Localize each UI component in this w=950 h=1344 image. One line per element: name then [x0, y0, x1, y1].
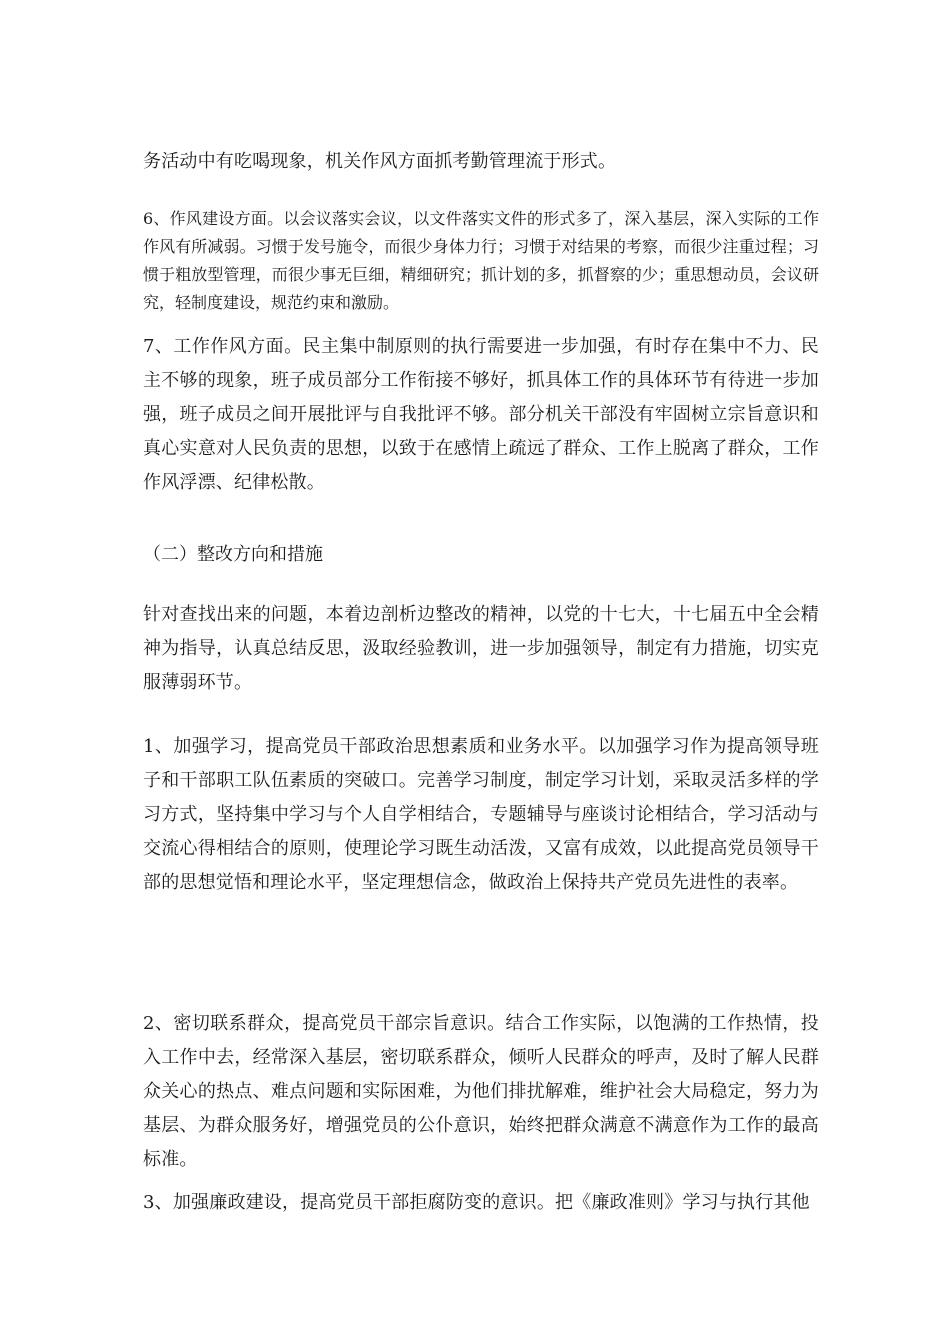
paragraph-4: 针对查找出来的问题，本着边剖析边整改的精神，以党的十七大，十七届五中全会精神为指导，认真总结反思，汲取经验教训，进一步加强领导，制定有力措施，切实克服薄弱环节。 — [143, 604, 819, 693]
paragraph-1: 务活动中有吃喝现象，机关作风方面抓考勤管理流于形式。 — [143, 151, 617, 172]
paragraph-7: 3、加强廉政建设，提高党员干部拒腐防变的意识。把《廉政准则》学习与执行其他 — [143, 1192, 810, 1213]
paragraph-5: 1、加强学习，提高党员干部政治思想素质和业务水平。以加强学习作为提高领导班子和干部职工队伍素质的突破口。完善学习制度，制定学习计划，采取灵活多样的学习方式，坚持集中学习与个人自学相结合，专题辅导与座谈讨论相结合，学习活动与交流心得相结合的原则，使理论学习既生动活泼，又富有成效，以此提高党员领导干部的思想觉悟和理论水平，坚定理想信念，做政治上保持共产党员先进性的表率。 — [143, 736, 819, 893]
paragraph-2: 6、作风建设方面。以会议落实会议，以文件落实文件的形式多了，深入基层，深入实际的工作作风有所减弱。习惯于发号施令，而很少身体力行；习惯于对结果的考察，而很少注重过程；习惯于粗放型管理，而很少事无巨细，精细研究；抓计划的多，抓督察的少；重思想动员，会议研究，轻制度建设，规范约束和激励。 — [143, 209, 819, 312]
section-heading: （二）整改方向和措施 — [143, 544, 323, 565]
paragraph-3: 7、工作作风方面。民主集中制原则的执行需要进一步加强，有时存在集中不力、民主不够的现象，班子成员部分工作衔接不够好，抓具体工作的具体环节有待进一步加强，班子成员之间开展批评与自我批评不够。部分机关干部没有牢固树立宗旨意识和真心实意对人民负责的思想，以致于在感情上疏远了群众、工作上脱离了群众，工作作风浮漂、纪律松散。 — [143, 336, 819, 493]
paragraph-6: 2、密切联系群众，提高党员干部宗旨意识。结合工作实际，以饱满的工作热情，投入工作中去，经常深入基层，密切联系群众，倾听人民群众的呼声，及时了解人民群众关心的热点、难点问题和实际困难，为他们排扰解难，维护社会大局稳定，努力为基层、为群众服务好，增强党员的公仆意识，始终把群众满意不满意作为工作的最高标准。 — [143, 1013, 819, 1170]
